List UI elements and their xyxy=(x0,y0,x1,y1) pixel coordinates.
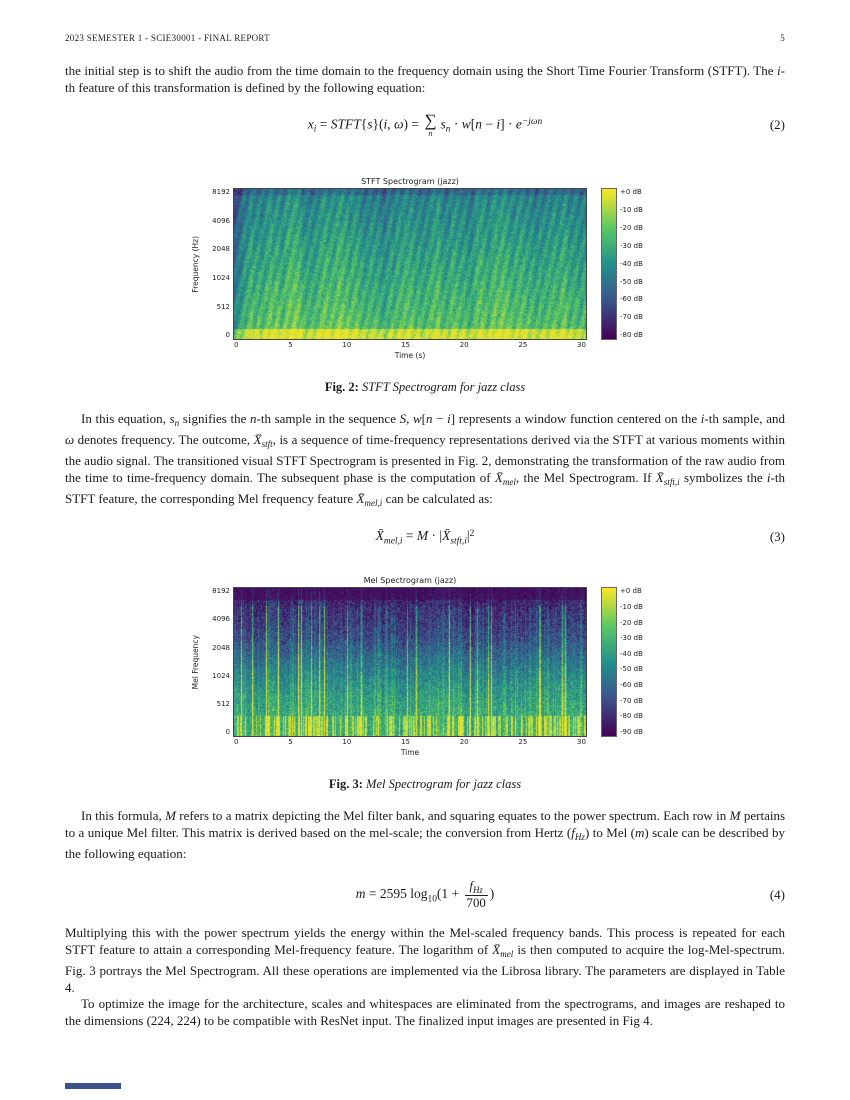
figure-3 xyxy=(65,576,785,792)
equation-3-number: (3) xyxy=(769,529,785,545)
fig2-colorbar xyxy=(602,189,616,339)
equation-2 xyxy=(65,110,785,138)
equation-4 xyxy=(65,879,785,911)
paragraph-multiplying: Multiplying this with the power spectrum yields the energy within the Mel-scaled frequency bands. This process is repeated for each STFT feature to attain a corresponding Mel-frequency feature. The logarithm of $X̄_{mel}$ is then computed to acquire the log-Mel-spectrum. Fig. 3 portrays the Mel Spectrogram. All these operations are implemented via the Librosa library. The parameters are displayed in Table 4. xyxy=(65,924,785,995)
equation-4-body: m = 2595 $\log_{10}(1$ + $\frac{f_{Hz}}{700}$ ) xyxy=(355,878,495,911)
fig3-plot xyxy=(65,576,785,757)
fig3-colorbar-ticks: +0 dB -10 dB -20 dB -30 dB -40 dB -50 dB -60 dB -70 dB -80 dB -90 dB xyxy=(620,587,643,737)
page-number: 5 xyxy=(780,33,785,43)
fig2-x-axis-label: Time (s) xyxy=(394,351,426,361)
paragraph-optimize: To optimize the image for the architecture, scales and whitespaces are eliminated from the spectrograms, and images are reshaped to the dimensions (224, 224) to be compatible with ResNet input. The finalized input images are presented in Fig 4. xyxy=(65,996,785,1029)
paragraph-mel-formula: In this formula, M refers to a matrix depicting the Mel filter bank, and squaring equates to the power spectrum. Each row in M pertains to a unique Mel filter. This matrix is derived based on the mel-scale; the conversion from Hertz $(f_{Hz})$ to Mel (m) scale can be described by the following equation: xyxy=(65,808,786,861)
fig3-plot-title: Mel Spectrogram (jazz) xyxy=(363,576,457,586)
fig2-x-ticks: 0 5 10 15 20 25 30 xyxy=(234,341,586,350)
equation-3-body: $X̄_{mel,i} = M$ · $|X̄_{stft,i}|^2$ xyxy=(375,527,475,547)
figure-2 xyxy=(65,177,785,395)
fig2-y-axis-label: Frequency (Hz) xyxy=(190,235,200,293)
fig3-spectrogram-canvas xyxy=(234,588,586,736)
fig3-y-axis-label: Mel Frequency xyxy=(190,635,200,690)
fig3-colorbar xyxy=(602,588,616,736)
paragraph-intro: the initial step is to shift the audio from the time domain to the frequency domain using the Short Time Fourier Transform (STFT). The i-th feature of this transformation is defined by the following equation: xyxy=(65,63,785,95)
fig2-caption-label: Fig. 2: xyxy=(324,380,359,395)
equation-2-number: (2) xyxy=(769,116,785,132)
fig3-caption-label: Fig. 3: xyxy=(328,777,363,792)
fig2-spectrogram-canvas xyxy=(234,189,586,339)
equation-4-number: (4) xyxy=(769,886,785,902)
fig3-y-ticks: 8192 4096 2048 1024 512 0 xyxy=(212,587,230,737)
fig2-colorbar-ticks: +0 dB -10 dB -20 dB -30 dB -40 dB -50 dB -60 dB -70 dB -80 dB xyxy=(620,188,643,340)
fig2-caption xyxy=(65,380,785,395)
equation-3 xyxy=(65,528,785,546)
equation-2-body: $x_i$ = STFT{s}(i, ω) = ∑ n $s_n \cdot w[n - i] \cdot e^{-j\omega n}$ xyxy=(307,110,543,138)
fig2-y-ticks: 8192 4096 2048 1024 512 0 xyxy=(212,188,230,340)
paragraph-equation-explain: In this equation, $s_n$ signifies the n-th sample in the sequence S, w[n − i] represents a window function centered on the i-th sample, and ω denotes frequency. The outcome, $X̄_{stft}$, is a sequence of time-frequency representations derived via the STFT at various moments within the audio signal. The transitioned visual STFT Spectrogram is presented in Fig. 2, demonstrating the transformation of the raw audio from the time to time-frequency domain. The subsequent phase is the computation of $X̄_{mel}$, the Mel Spectrogram. If $X̄_{stft,i}$ symbolizes the i-th STFT feature, the corresponding Mel frequency feature $X̄_{mel,i}$ can be calculated as: xyxy=(65,411,785,509)
fig3-caption xyxy=(65,777,785,792)
fig3-x-axis-label: Time xyxy=(400,748,420,758)
fig2-plot-title: STFT Spectrogram (jazz) xyxy=(361,177,459,187)
fig3-caption-text: Mel Spectrogram for jazz class xyxy=(366,777,522,792)
page-header xyxy=(65,33,785,43)
fig2-plot xyxy=(65,177,785,360)
fig2-caption-text: STFT Spectrogram for jazz class xyxy=(361,380,526,395)
header-title: 2023 SEMESTER 1 - SCIE30001 - FINAL REPORT xyxy=(65,33,270,43)
fig3-x-ticks: 0 5 10 15 20 25 30 xyxy=(234,738,586,747)
cropped-next-figure-edge xyxy=(65,1083,121,1089)
